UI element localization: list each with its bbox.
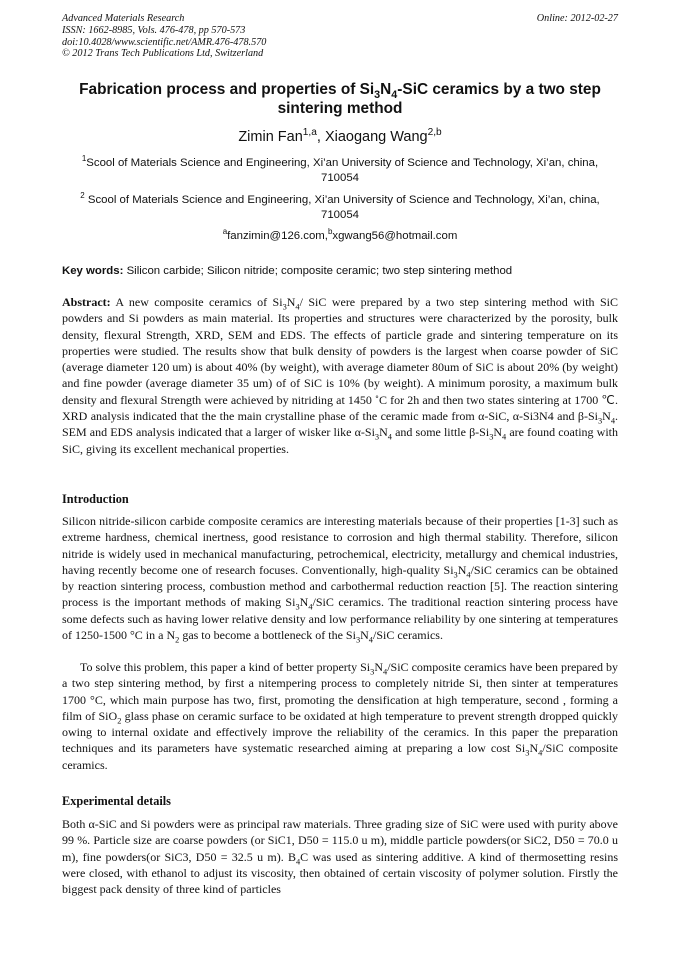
author-emails (62, 229, 618, 243)
title-sub-1: 3 (374, 89, 381, 102)
doi-line: doi:10.4028/www.scientific.net/AMR.476-478.570 (62, 36, 267, 48)
email-sup: b (327, 227, 333, 237)
paper-title (62, 80, 618, 118)
journal-header (62, 13, 618, 60)
author-name: Xiaogang Wang (324, 129, 428, 145)
affiliation-text: Scool of Materials Science and Engineering, Xi’an University of Science and Technology, Xi’an, china, 710054 (86, 157, 599, 184)
affiliation-text: Scool of Materials Science and Engineering, Xi’an University of Science and Technology, Xi’an, china, 710054 (84, 194, 600, 221)
author-separator: , (316, 129, 325, 145)
keywords-text: Silicon carbide; Silicon nitride; composite ceramic; two step sintering method (123, 265, 513, 277)
issn-line: ISSN: 1662-8985, Vols. 476-478, pp 570-573 (62, 24, 246, 36)
affiliation-2 (62, 193, 618, 223)
keywords-label: Key words: (62, 265, 124, 277)
introduction-paragraph: Silicon nitride-silicon carbide composite ceramics are interesting materials because of their properties [1-3] such as extreme hardness, chemical inertness, good resistance to corrosion and high thermal stability. Therefore, silicon nitride is widely used in mechanical manufacturing, petrochemical, electricity, metallurgy and chemical industries, having recently become one of research focuses. Conventionally, high-quality $Si_3N_4$/SiC ceramics can be obtained by reaction sintering process, combustion method and carbothermal reduction reaction [5]. The reaction sintering process is the important methods of making $Si_3N_4$/SiC ceramics. The traditional reaction sintering process have some defects such as having lower relative density and low performance reliability by one sintering at temperatures of 1250-1500 °C in a $N_2$ gas to become a bottleneck of the $Si_3N_4$/SiC ceramics. (62, 514, 618, 645)
abstract (62, 294, 618, 457)
title-sub-2: 4 (391, 89, 398, 102)
abstract-label: Abstract: (62, 295, 111, 309)
abstract-text: A new composite ceramics of $Si_3N_4/$ SiC were prepared by a two step sintering method with SiC powders and Si powders as main material. Its properties and structures were characterized by the porosity, bulk density, flexural Strength, XRD, SEM and EDS. The effects of particle grade and sintering temperature on its properties were studied. The results show that bulk density of powders is the largest when coarse powder of SiC (average diameter 120 um) is about 40% (by weight), with average diameter 80um of SiC is about 20% (by weight) and fine powder (average diameter 35 um) of of SiC is 10% (by weight). A minimum porosity, a maximum bulk density and flexural Strength were achieved by nitriding at 1450 ˚C for 2h and then two states sintering at 1700 ℃. XRD analysis indicated that the the main crystalline phase of the ceramic made from α-SiC, α-Si3N4 and $\beta-Si_3N_4$. SEM and EDS analysis indicated that a larger of wisker like $\alpha-Si_3N_4$ and some little $\beta-Si_3N_4$ are found coating with SiC, giving its excellent mechanical properties. (62, 295, 618, 456)
section-heading-experimental: Experimental details (62, 794, 171, 808)
section-heading-introduction: Introduction (62, 492, 129, 506)
email-link[interactable]: fanzimin@126.com, (227, 230, 328, 242)
affiliation-sup: 1 (81, 154, 87, 164)
title-text-2: N (380, 81, 392, 98)
affiliation-1 (62, 156, 618, 186)
email-sup: a (222, 227, 228, 237)
title-text-3: -SiC ceramics by a two step sintering method (277, 81, 601, 117)
keywords (62, 264, 618, 278)
journal-name: Advanced Materials Research (62, 13, 185, 24)
online-date: Online: 2012-02-27 (536, 13, 618, 24)
author-list (62, 128, 618, 146)
experimental-paragraph: Both α-SiC and Si powders were as principal raw materials. Three grading size of SiC were used with purity above 99 %. Particle size are coarse powders (or SiC1, D50 = 115.0 u m), middle particle powders(or SiC2, D50 = 70.0 u m), fine powders(or SiC3, D50 = 32.5 u m). $B_4C$ was used as sintering additive. A kind of thermosetting resins were closed, with ethanol to adjust its viscosity, then obtained of certain viscosity of polymer solution. Firstly the biggest pack density of three kind of particles (62, 817, 618, 897)
author-affil-sup: 2,b (427, 127, 442, 139)
author-affil-sup: 1,a (302, 127, 317, 139)
affiliation-sup: 2 (80, 191, 85, 201)
introduction-paragraph: To solve this problem, this paper a kind of better property $Si_3N_4$/SiC composite ceramics have been prepared by a two step sintering method, by first a nitempering process to completely nitride Si, then sinter at temperatures 1700 °C, which main purpose has two, first, promoting the densification at high temperature, second , forming a film of SiO$_2$ glass phase on ceramic surface to be oxidated at high temperature to prevent strength dropped quickly owing to internal oxidate and effectively improve the reliability of the ceramics. In this paper the preparation techniques and its parameters have systematic researched aiming at preparing a low cost $Si_3N_4$/SiC composite ceramics. (62, 660, 618, 772)
author-name: Zimin Fan (238, 129, 303, 145)
title-text-1: Fabrication process and properties of Si (79, 81, 375, 98)
email-link[interactable]: xgwang56@hotmail.com (332, 230, 458, 242)
copyright-line: © 2012 Trans Tech Publications Ltd, Switzerland (62, 48, 264, 60)
